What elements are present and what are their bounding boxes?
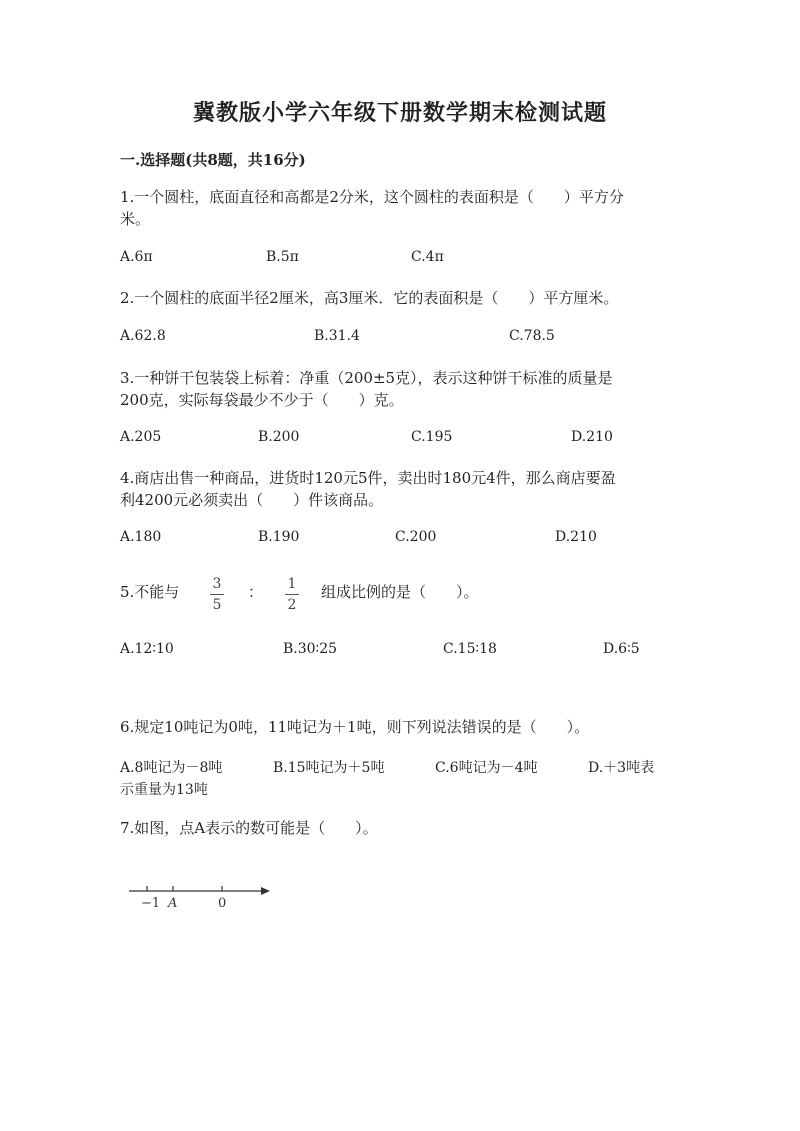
question-7-line-1: 7.如图，点A表示的数可能是（ ）。	[120, 819, 378, 837]
question-3-option-a: A.205	[120, 429, 162, 445]
question-2-line-1: 2.一个圆柱的底面半径2厘米，高3厘米．它的表面积是（ ）平方厘米。	[120, 289, 619, 307]
question-3-line-1: 3.一种饼干包装袋上标着：净重（200±5克），表示这种饼干标准的质量是	[120, 369, 613, 387]
question-1-option-a: A.6π	[120, 249, 153, 265]
question-5-suffix: 组成比例的是（ ）。	[321, 583, 479, 601]
question-4-option-c: C.200	[395, 529, 437, 545]
question-6-line-1: 6.规定10吨记为0吨，11吨记为＋1吨，则下列说法错误的是（ ）。	[120, 718, 590, 736]
question-5-prefix: 5.不能与	[120, 583, 180, 601]
question-4-line-1: 4.商店出售一种商品，进货时120元5件，卖出时180元4件，那么商店要盈	[120, 469, 616, 487]
question-5-option-a: A.12∶10	[120, 641, 174, 657]
question-1-line-2: 米。	[120, 210, 151, 228]
question-3-option-c: C.195	[411, 429, 453, 445]
question-3-option-d: D.210	[571, 429, 613, 445]
question-5-option-c: C.15∶18	[443, 641, 497, 657]
section-heading: 一.选择题(共8题，共16分)	[120, 151, 306, 169]
label-neg1: −1	[141, 896, 161, 911]
fraction-denominator: 5	[212, 597, 222, 613]
label-zero: 0	[218, 896, 227, 911]
question-6-option-d: D.＋3吨表	[588, 760, 655, 776]
fraction-numerator: 3	[212, 576, 222, 592]
question-3-line-2: 200克，实际每袋最少不少于（ ）克。	[120, 391, 404, 409]
page-title: 冀教版小学六年级下册数学期末检测试题	[192, 100, 607, 126]
fraction-denominator: 2	[287, 597, 297, 613]
question-1-option-c: C.4π	[411, 249, 444, 265]
question-2-option-b: B.31.4	[314, 328, 360, 344]
question-4-line-2: 利4200元必须卖出（ ）件该商品。	[120, 491, 384, 509]
number-line-arrow	[261, 887, 270, 895]
question-5-option-b: B.30∶25	[283, 641, 338, 657]
question-4-option-b: B.190	[258, 529, 300, 545]
fraction-one-half	[284, 576, 300, 613]
ratio-colon: ：	[248, 583, 264, 601]
question-1-line-1: 1.一个圆柱，底面直径和高都是2分米，这个圆柱的表面积是（ ）平方分	[120, 188, 624, 206]
question-3-option-b: B.200	[258, 429, 300, 445]
fraction-numerator: 1	[287, 576, 297, 592]
question-6-option-d-continued: 示重量为13吨	[120, 782, 208, 798]
question-6-option-a: A.8吨记为－8吨	[120, 760, 223, 776]
question-6-option-c: C.6吨记为－4吨	[435, 760, 538, 776]
number-line-figure	[125, 880, 275, 912]
fraction-bar	[210, 594, 224, 595]
question-2-option-c: C.78.5	[509, 328, 555, 344]
question-4-option-a: A.180	[120, 529, 162, 545]
question-5-option-d: D.6∶5	[603, 641, 640, 657]
question-6-option-b: B.15吨记为＋5吨	[273, 760, 385, 776]
fraction-bar	[285, 594, 299, 595]
question-4-option-d: D.210	[555, 529, 597, 545]
fraction-three-fifths	[209, 576, 225, 613]
question-2-option-a: A.62.8	[120, 328, 166, 344]
question-1-option-b: B.5π	[266, 249, 299, 265]
label-point-a: A	[168, 896, 178, 911]
